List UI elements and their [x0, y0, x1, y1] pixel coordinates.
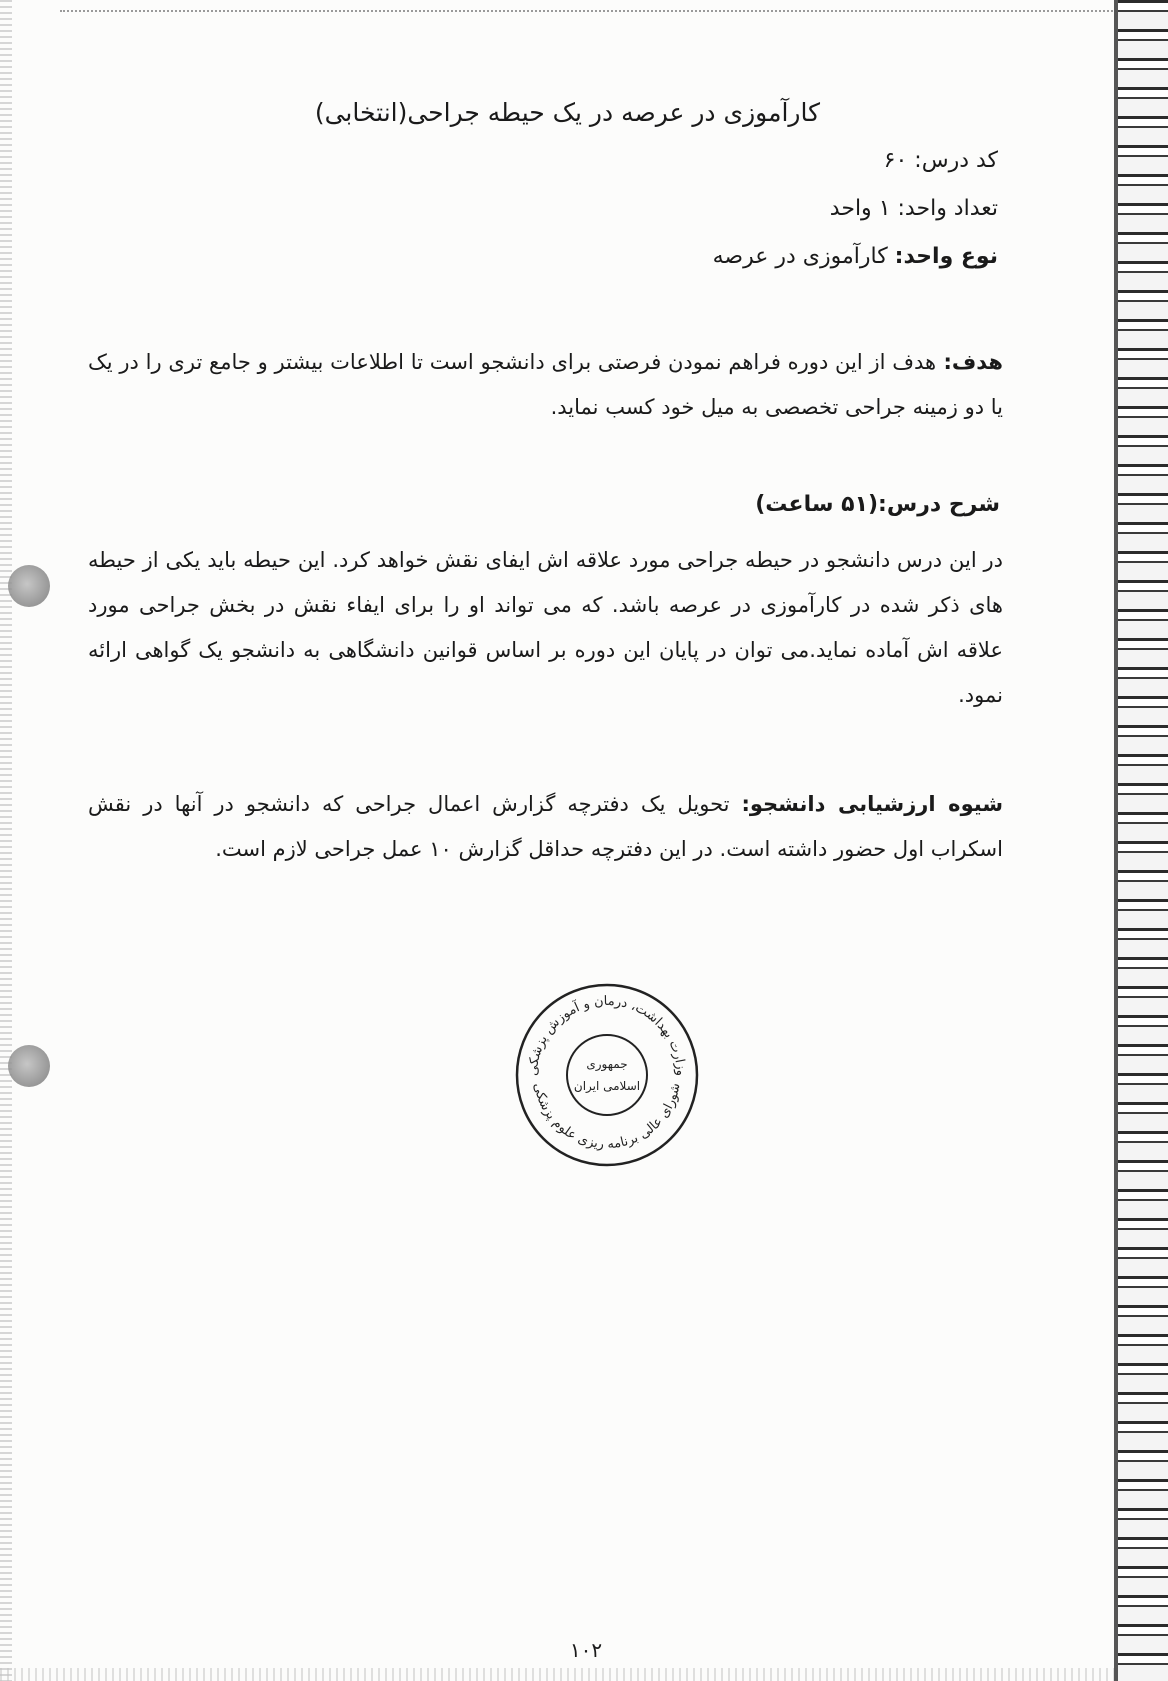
- goal-text: هدف از این دوره فراهم نمودن فرصتی برای دانشجو است تا اطلاعات بیشتر و جامع تری را در یک یا دو زمینه جراحی تخصصی به میل خود کسب نماید.: [88, 350, 1003, 419]
- course-code-value: ۶۰: [883, 148, 908, 173]
- description-text: در این درس دانشجو در حیطه جراحی مورد علاقه اش ایفای نقش خواهد کرد. این حیطه باید یکی از حیطه های ذکر شده در کارآموزی در عرصه باشد. که می تواند او را برای ایفاء نقش در بخش جراحی مورد علاقه اش آماده نماید.می توان در پایان این دوره بر اساس قوانین دانشگاهی به دانشجو یک گواهی ارائه نمود.: [88, 548, 1003, 707]
- units-label: تعداد واحد:: [897, 196, 998, 221]
- seal-inner-line2: اسلامی ایران: [573, 1079, 641, 1093]
- units-line: [830, 196, 998, 221]
- unit-type-value: کارآموزی در عرصه: [712, 244, 888, 269]
- unit-type-line: [713, 244, 998, 269]
- course-code-label: کد درس:: [914, 148, 998, 173]
- goal-paragraph: [88, 340, 1003, 430]
- course-code-line: [884, 148, 998, 173]
- scan-edge-bottom: [0, 1668, 1120, 1681]
- description-heading: شرح درس:(۵۱ ساعت): [755, 492, 1000, 517]
- official-seal: [512, 980, 702, 1170]
- evaluation-label: شیوه ارزشیابی دانشجو:: [741, 792, 1003, 816]
- units-value: ۱ واحد: [829, 196, 891, 221]
- evaluation-paragraph: [88, 782, 1003, 872]
- evaluation-text: تحویل یک دفترچه گزارش اعمال جراحی که دانشجو در آنها در نقش اسکراب اول حضور داشته است. در این دفترچه حداقل گزارش ۱۰ عمل جراحی لازم است.: [88, 792, 1003, 861]
- seal-inner-line1: جمهوری: [586, 1057, 628, 1071]
- scan-edge-top: [60, 0, 1120, 12]
- unit-type-label: نوع واحد:: [894, 244, 998, 269]
- punch-hole-bottom: [8, 1045, 50, 1087]
- seal-outer-top-text: وزارت بهداشت، درمان و آموزش پزشکی: [525, 993, 689, 1077]
- description-paragraph: [88, 538, 1003, 718]
- scan-edge-left: [0, 0, 12, 1681]
- document-title: کارآموزی در عرصه در یک حیطه جراحی(انتخابی): [314, 98, 820, 127]
- seal-inner-ring: [567, 1035, 647, 1115]
- page-number: ۱۰۲: [569, 1638, 603, 1662]
- goal-label: هدف:: [936, 350, 1003, 374]
- seal-outer-bottom-text: شورای عالی برنامه ریزی علوم پزشکی: [530, 1081, 684, 1153]
- spiral-binding: [1118, 0, 1168, 1681]
- punch-hole-top: [8, 565, 50, 607]
